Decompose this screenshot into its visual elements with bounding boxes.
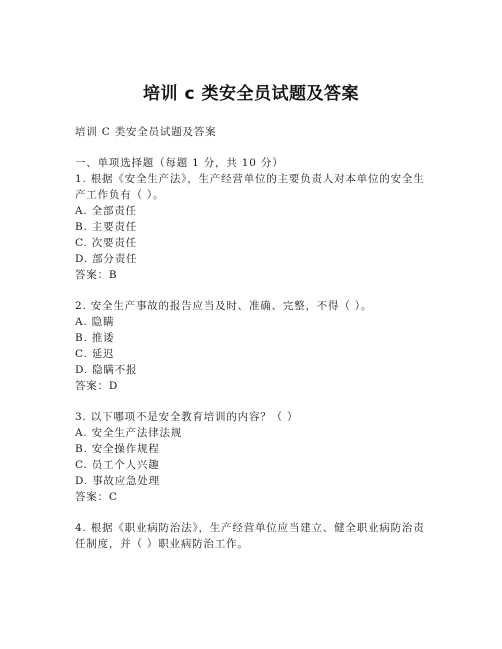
option: A. 全部责任 bbox=[75, 205, 137, 217]
question-3 bbox=[75, 409, 435, 505]
option: B. 主要责任 bbox=[75, 221, 137, 233]
answer: 答案：B bbox=[75, 269, 118, 281]
question-1 bbox=[75, 171, 435, 283]
option: D. 隐瞒不报 bbox=[75, 364, 138, 376]
option: D. 部分责任 bbox=[75, 253, 138, 265]
question-stem: 4. 根据《职业病防治法》，生产经营单位应当建立、健全职业病防治责任制度，并（ ）职业病防治工作。 bbox=[75, 522, 425, 550]
question-stem: 1. 根据《安全生产法》，生产经营单位的主要负责人对本单位的安全生产工作负有（ ）。 bbox=[75, 173, 425, 201]
question-4 bbox=[75, 520, 435, 552]
question-2 bbox=[75, 298, 435, 394]
question-stem: 3. 以下哪项不是安全教育培训的内容？（ ） bbox=[75, 411, 299, 423]
option: C. 次要责任 bbox=[75, 237, 137, 249]
option: A. 安全生产法律法规 bbox=[75, 427, 183, 439]
answer: 答案：D bbox=[75, 380, 119, 392]
option: C. 延迟 bbox=[75, 348, 115, 360]
option: B. 推诿 bbox=[75, 332, 115, 344]
option: B. 安全操作规程 bbox=[75, 443, 160, 455]
question-stem: 2. 安全生产事故的报告应当及时、准确、完整，不得（ ）。 bbox=[75, 300, 373, 312]
document-body bbox=[75, 124, 435, 552]
answer: 答案：C bbox=[75, 491, 118, 503]
subtitle: 培训 C 类安全员试题及答案 bbox=[75, 126, 217, 138]
option: C. 员工个人兴趣 bbox=[75, 459, 160, 471]
option: D. 事故应急处理 bbox=[75, 475, 160, 487]
document-title: 培训 c 类安全员试题及答案 bbox=[143, 84, 359, 104]
option: A. 隐瞒 bbox=[75, 316, 115, 328]
section-heading: 一、单项选择题（每题 1 分，共 10 分） bbox=[75, 157, 284, 169]
